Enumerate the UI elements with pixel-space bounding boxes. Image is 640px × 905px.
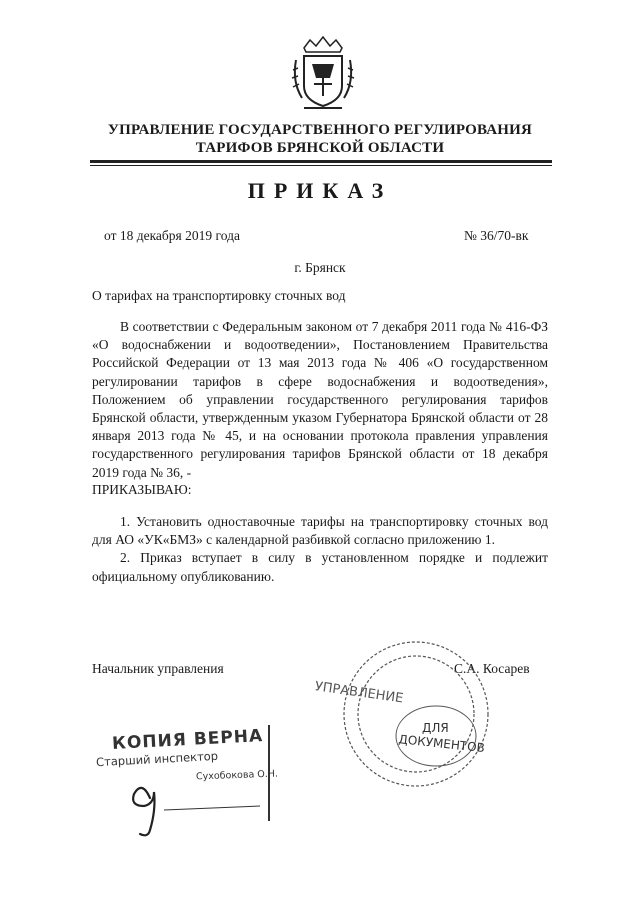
seal-center-text-1: ДЛЯ [422, 721, 449, 735]
document-subject: О тарифах на транспортировку сточных вод [92, 288, 346, 303]
document-type-title: ПРИКАЗ [247, 178, 393, 203]
seal-center-text-2: ДОКУМЕНТОВ [397, 732, 486, 756]
copy-stamp-name: Сухобокова О.Н. [195, 768, 279, 783]
signatory-position: Начальник управления [92, 661, 224, 676]
order-word: ПРИКАЗЫВАЮ: [92, 482, 192, 497]
organization-name-line2: ТАРИФОВ БРЯНСКОЙ ОБЛАСТИ [195, 140, 445, 156]
document-number: № 36/70-вк [464, 228, 529, 243]
seal-top-text: УПРАВЛЕНИЕ [313, 679, 405, 707]
copy-stamp-title: КОПИЯ ВЕРНА [111, 726, 264, 754]
copy-stamp-role: Старший инспектор [95, 748, 219, 770]
coat-of-arms-emblem [290, 34, 356, 114]
order-item-2: 2. Приказ вступает в силу в установленном порядке и подлежит официальному опубликованию. [92, 550, 548, 584]
organization-name-line1: УПРАВЛЕНИЕ ГОСУДАРСТВЕННОГО РЕГУЛИРОВАНИЯ [107, 122, 533, 138]
preamble-text: В соответствии с Федеральным законом от 7 декабря 2011 года № 416-ФЗ «О водоснабжении и водоотведении», Постановлением Правительства Российской Федерации от 13 мая 2013 года № 406 «О государственном регулировании тарифов в сфере водоснабжения и водоотведения», Положением об управлении государственного регулирования тарифов Брянской области, утвержденным указом Губернатора Брянской области от 28 января 2013 года № 45, и на основании протокола правления управления государственного регулирования тарифов Брянской области от 18 декабря 2019 года № 36, - [92, 319, 548, 480]
round-seal-stamp [296, 636, 516, 806]
document-city: г. Брянск [294, 260, 346, 275]
header-rule-thin [90, 165, 552, 166]
header-rule-thick [90, 160, 552, 163]
handwritten-signature [120, 770, 270, 840]
signatory-name: С.А. Косарев [454, 661, 530, 676]
order-items [92, 513, 548, 586]
document-date: от 18 декабря 2019 года [104, 228, 240, 243]
preamble-paragraph [92, 318, 548, 482]
order-item-1: 1. Установить одноставочные тарифы на транспортировку сточных вод для АО «УК«БМЗ» с календарной разбивкой согласно приложению 1. [92, 514, 548, 548]
